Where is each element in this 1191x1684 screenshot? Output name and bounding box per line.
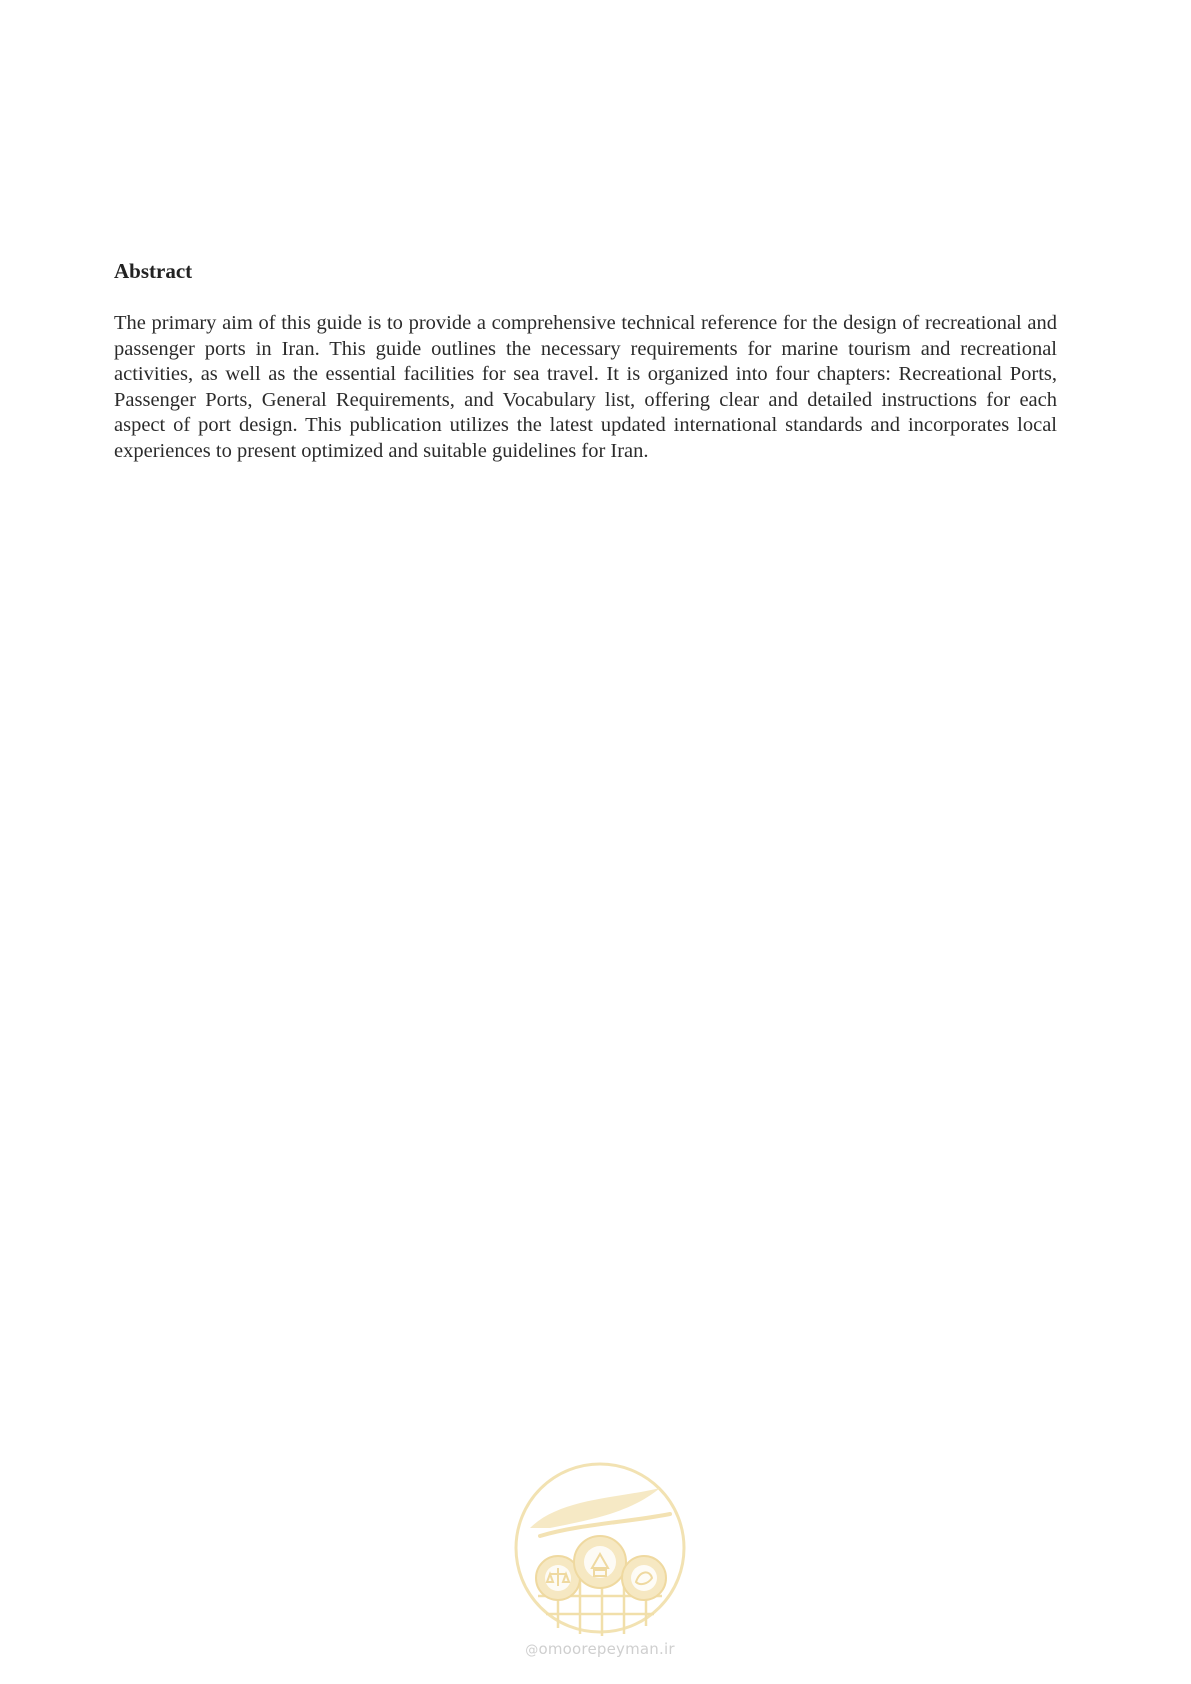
watermark-site-label: omoorepeyman.ir: [538, 1640, 675, 1658]
watermark-site-text: [510, 1640, 690, 1658]
at-icon: @: [525, 1643, 539, 1658]
abstract-paragraph: The primary aim of this guide is to provide a comprehensive technical reference for the design of recreational and passenger ports in Iran. This guide outlines the necessary requirements for marine tourism and recreational activities, as well as the essential facilities for sea travel. It is organized into four chapters: Recreational Ports, Passenger Ports, General Requirements, and Vocabulary list, offering clear and detailed instructions for each aspect of port design. This publication utilizes the latest updated international standards and incorporates local experiences to present optimized and suitable guidelines for Iran.: [114, 312, 1057, 462]
seal-logo-icon: [510, 1458, 690, 1638]
abstract-heading: Abstract: [114, 259, 193, 283]
watermark: [510, 1458, 690, 1658]
